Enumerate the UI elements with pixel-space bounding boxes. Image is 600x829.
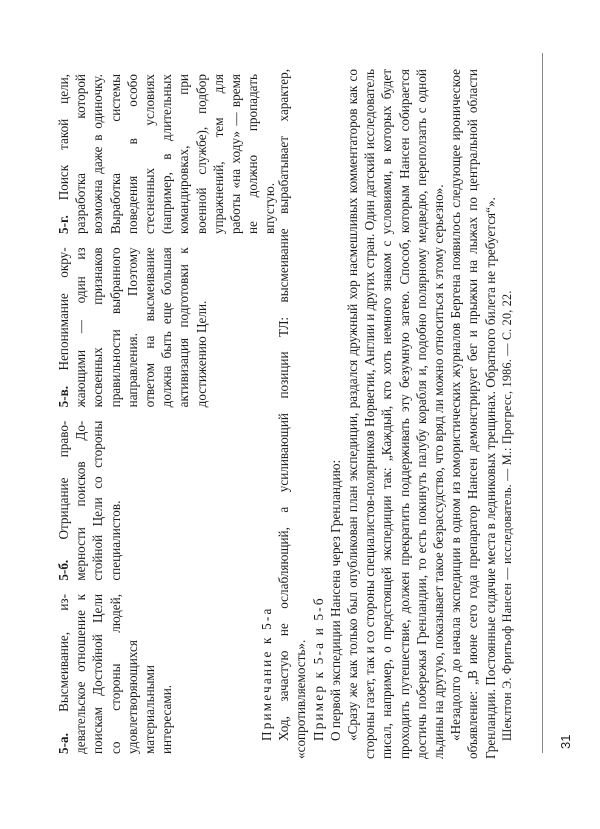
page-number: 31: [558, 734, 573, 749]
step-label: 5-в.: [56, 385, 71, 408]
step-label: 5-б.: [56, 559, 71, 581]
main-text: [258, 69, 516, 759]
quote-paragraph: «Сразу же как только был опубликован план экспедиции, раздался дружный хор насмешливых комментаторов как со стороны газет, так и со стороны специалистов-полярников Норвегии, Англии и других стран. Один датский исследователь писал, например, о предстоящей экспедиции так: „Каждый, кто хоть немного знаком с условиями, в которых будет проходить путешествие, должен прекратить поддерживать эту безумную затею. Способ, которым Нансен собирается достичь побережья Гренландии, то есть покинуть палубу корабля и, подобно полярному медведю, переползать с одной льдины на другую, показывает такое безрассудство, что вряд ли можно относиться к этому серьезно».: [345, 69, 447, 759]
example-heading: Пример к 5-а и 5-б: [310, 596, 326, 741]
step-label: 5-а.: [56, 733, 71, 754]
step-5g: [55, 74, 278, 235]
step-text: Поиск такой цели, разработка которой возможна даже в одиночку. Выработка системы поведения в особо стесненных условиях (например, в длительных командировках, при военной службе), подбор упражнений, тем для работы «на ходу» — время не должно пропадать впустую.: [56, 74, 278, 235]
step-5v: [55, 247, 255, 407]
step-text: Отрицание правомерности поисков Достойной Цели со стороны специалистов.: [56, 420, 123, 581]
step-text: Непонимание окружающими — один из косвенных признаков правильности выбранного направления. Поэтому ответом на высмеивание должна быть еще большая активизация подготовки к достижению Цели.: [56, 247, 209, 408]
example-intro: О первой экспедиции Нансена через Гренландию:: [327, 459, 343, 741]
citation: Шеклтон Э. Фритьоф Нансен — исследователь. — М.: Прогресс, 1986. — С. 20, 22.: [499, 290, 514, 741]
step-text: Высмеивание, издевательское отношение к поискам Достойной Цели со стороны людей, удовлетворяющихся материальными интересами.: [56, 594, 175, 754]
step-5a: [55, 594, 255, 754]
quote-paragraph: «Незадолго до начала экспедиции в одном из юмористических журналов Бергена появилось следующее ироническое объявление: „В июне сего года препаратор Нансен демонстрирует бег и прыжки на лыжах по центральной области Гренландии. Постоянные сидячие места в ледниковых трещинах. Обратного билета не требуется“».: [448, 69, 498, 759]
step-5b: [55, 421, 255, 581]
note-text: Ход, зачастую не ослабляющий, а усиливающий позиции ТЛ: высмеивание вырабатывает характер, «сопротивляемость».: [276, 69, 309, 759]
page-rule: [542, 53, 543, 753]
note-heading: Примечание к 5-а: [259, 606, 274, 741]
step-label: 5-г.: [56, 215, 71, 235]
